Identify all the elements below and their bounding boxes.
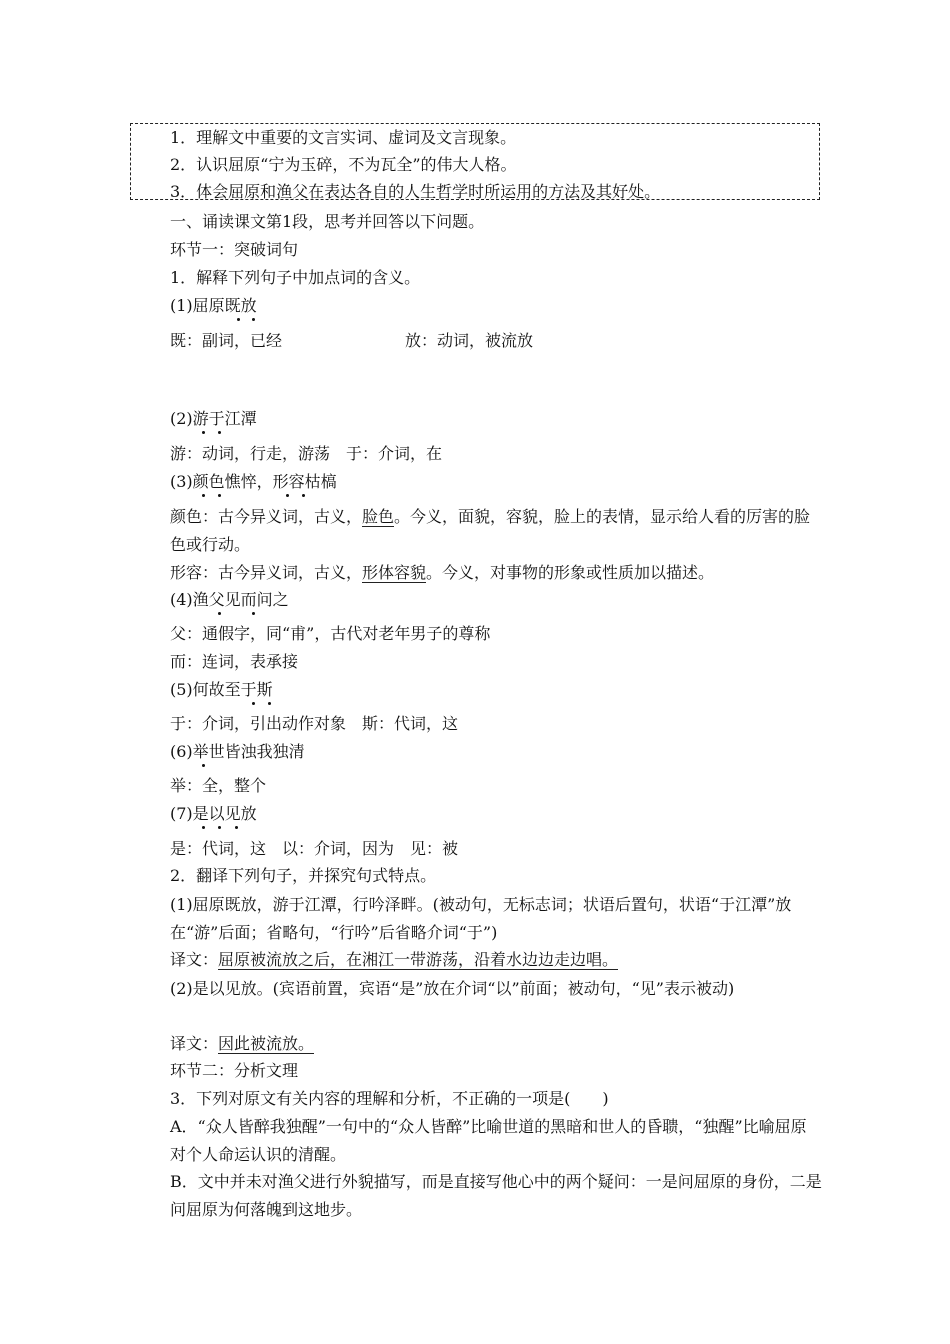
underlined-answer: 脸色	[362, 507, 395, 526]
question-1: 1．解释下列句子中加点词的含义。	[170, 268, 421, 287]
question-3: 3．下列对原文有关内容的理解和分析，不正确的一项是( )	[170, 1089, 609, 1108]
answer-text: 颜色：古今异义词，古义，	[170, 507, 363, 526]
emphasis-dot	[218, 826, 221, 829]
objective-3: 3．体会屈原和渔父在表达各自的人生哲学时所运用的方法及其好处。	[170, 182, 661, 201]
emphasis-dot	[218, 431, 221, 434]
emphasis-dot	[268, 702, 271, 705]
translation-1-prompt: (1)屈原既放，游于江潭，行吟泽畔。(被动句，无标志词；状语后置句，状语“于江潭”放在“游”后面；省略句，“行吟”后省略介词“于”)	[170, 895, 792, 942]
item-5-answer: 于：介词，引出动作对象 斯：代词，这	[170, 714, 459, 733]
emphasis-dot	[202, 826, 205, 829]
emphasis-dot	[302, 494, 305, 497]
underlined-answer: 形体容貌	[362, 563, 427, 582]
emphasis-dot	[237, 318, 240, 321]
emphasis-dot	[235, 826, 238, 829]
item-1-answer-right: 放：动词，被流放	[405, 331, 534, 350]
emphasis-dot	[218, 494, 221, 497]
answer-text: 形容：古今异义词，古义，	[170, 563, 363, 582]
translation-2-answer	[170, 1034, 830, 1054]
underlined-answer: 因此被流放。	[218, 1034, 315, 1053]
item-4-answer-1: 父：通假字，同“甫”，古代对老年男子的尊称	[170, 624, 491, 643]
question-2: 2．翻译下列句子，并探究句式特点。	[170, 866, 437, 885]
option-b: B．文中并未对渔父进行外貌描写，而是直接写他心中的两个疑问：一是问屈原的身份，二是问屈原为何落魄到这地步。	[170, 1172, 822, 1219]
emphasis-dot	[202, 431, 205, 434]
emphasis-dot	[202, 494, 205, 497]
emphasis-dot	[218, 612, 221, 615]
emphasis-dot	[202, 764, 205, 767]
answer-text: 。今义，对事物的形象或性质加以描述。	[426, 563, 715, 582]
item-4-answer-2: 而：连词，表承接	[170, 652, 299, 671]
item-4-sentence: (4)渔父见而问之	[170, 590, 289, 609]
item-6-answer: 举：全，整个	[170, 776, 267, 795]
underlined-answer: 屈原被流放之后，在湘江一带游荡，沿着水边边走边唱。	[218, 950, 619, 969]
item-3-sentence: (3)颜色憔悴，形容枯槁	[170, 472, 337, 491]
item-1-answer-left: 既：副词，已经	[170, 331, 283, 350]
answer-label: 译文：	[170, 950, 219, 969]
item-3-answer-2	[170, 563, 830, 583]
step-1-heading: 环节一：突破词句	[170, 240, 299, 259]
objective-2: 2．认识屈原“宁为玉碎，不为瓦全”的伟大人格。	[170, 155, 517, 174]
answer-text: 。今义，面貌，容貌，脸上的表情，显示给人看的厉害的脸色或行动。	[170, 507, 811, 554]
option-a: A．“众人皆醉我独醒”一句中的“众人皆醉”比喻世道的黑暗和世人的昏聩，“独醒”比喻屈原对个人命运认识的清醒。	[170, 1117, 807, 1164]
answer-label: 译文：	[170, 1034, 219, 1053]
item-7-sentence: (7)是以见放	[170, 804, 257, 823]
item-3-answer-1	[170, 503, 822, 559]
step-2-heading: 环节二：分析文理	[170, 1061, 299, 1080]
emphasis-dot	[252, 612, 255, 615]
emphasis-dot	[252, 318, 255, 321]
item-6-sentence: (6)举世皆浊我独清	[170, 742, 305, 761]
item-7-answer: 是：代词，这 以：介词，因为 见：被	[170, 839, 459, 858]
item-1-sentence: (1)屈原既放	[170, 296, 257, 315]
item-2-answer: 游：动词，行走，游荡 于：介词，在	[170, 444, 443, 463]
section-heading: 一、诵读课文第1段，思考并回答以下问题。	[170, 212, 485, 231]
objective-1: 1．理解文中重要的文言实词、虚词及文言现象。	[170, 128, 517, 147]
item-5-sentence: (5)何故至于斯	[170, 680, 273, 699]
emphasis-dot	[286, 494, 289, 497]
translation-1-answer	[170, 950, 830, 970]
emphasis-dot	[252, 702, 255, 705]
translation-2-prompt: (2)是以见放。(宾语前置，宾语“是”放在介词“以”前面；被动句，“见”表示被动)	[170, 979, 735, 998]
item-2-sentence: (2)游于江潭	[170, 409, 257, 428]
